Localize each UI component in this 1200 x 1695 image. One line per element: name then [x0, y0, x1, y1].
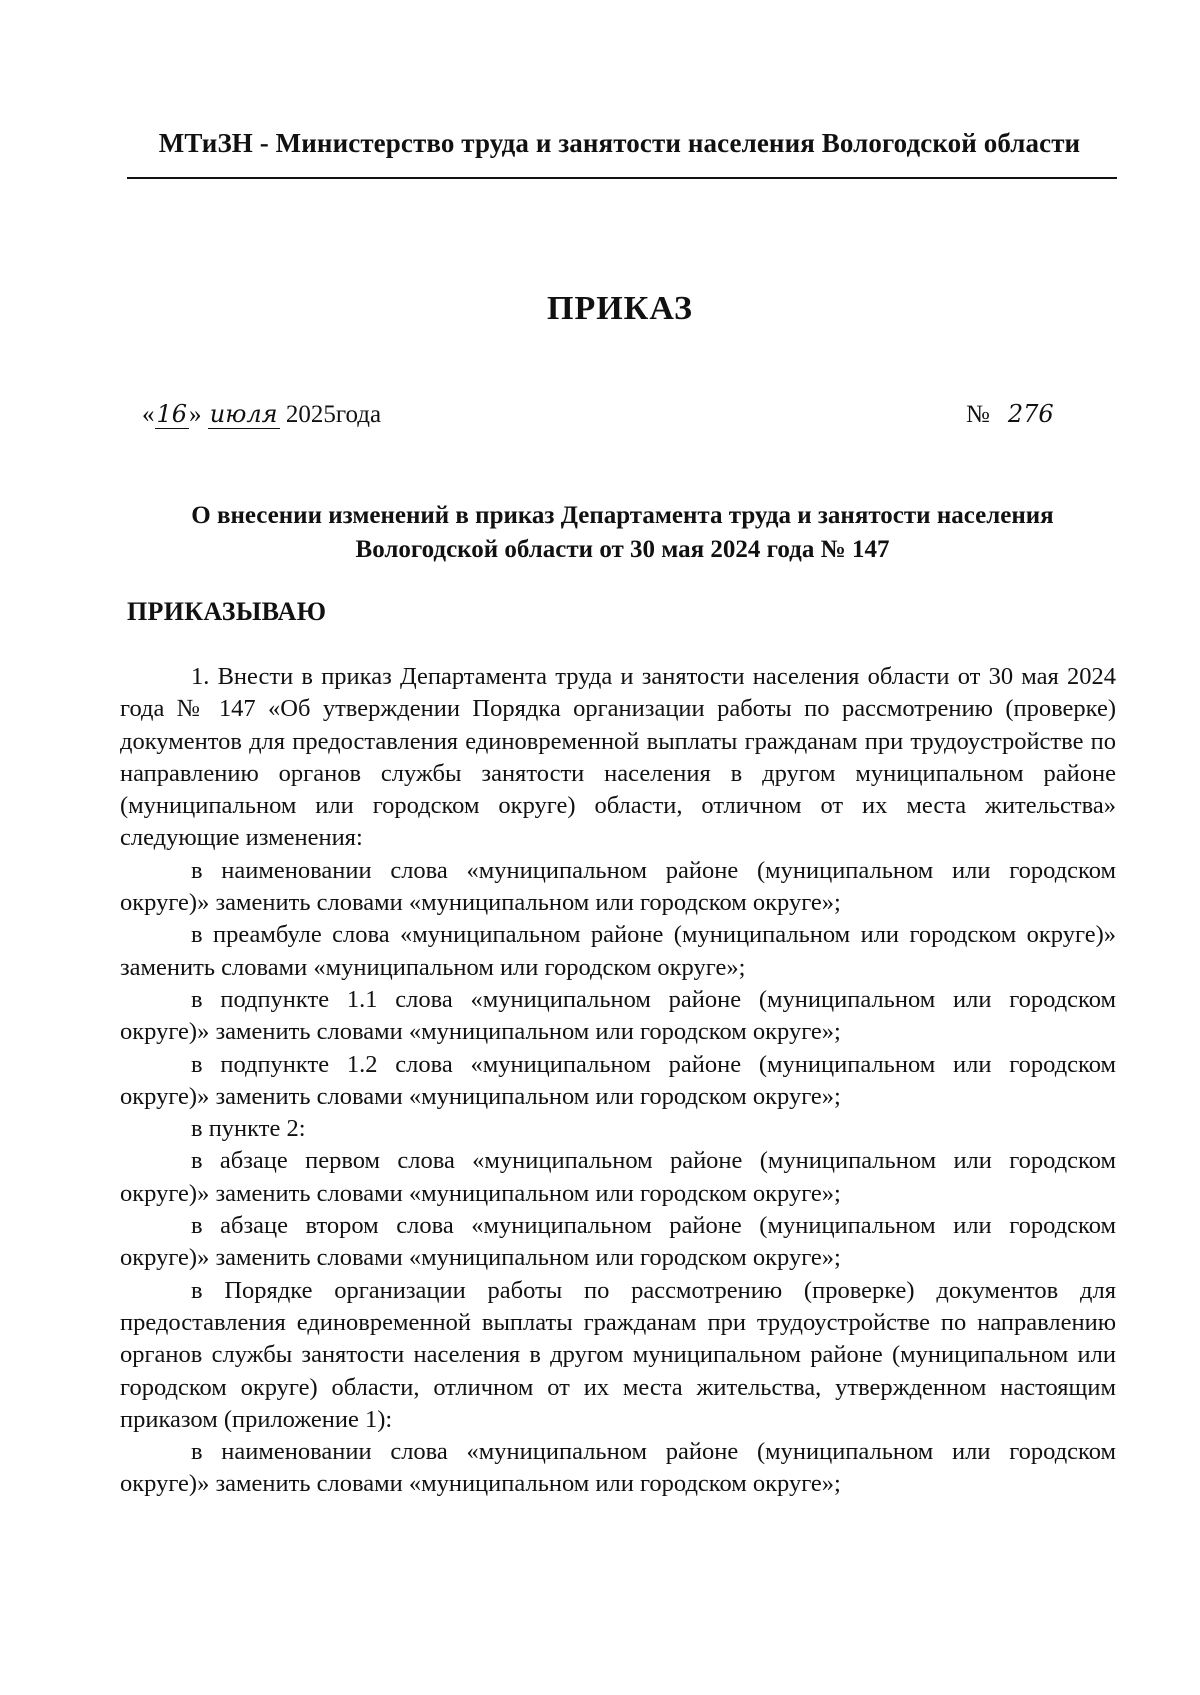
subject-line-1: О внесении изменений в приказ Департамента труда и занятости населения: [191, 502, 1054, 529]
number-label: №: [966, 401, 990, 428]
document-body: [120, 661, 1116, 1501]
paragraph-2: в наименовании слова «муниципальном районе (муниципальном или городском округе)» заменить словами «муниципальном или городском округе»;: [120, 856, 1116, 917]
document-date: [142, 400, 381, 429]
paragraph-3: в преамбуле слова «муниципальном районе (муниципальном или городском округе)» заменить словами «муниципальном или городском округе»;: [120, 921, 1116, 981]
date-close-quote: »: [189, 401, 202, 428]
date-suffix: года: [335, 401, 382, 428]
paragraph-8: в абзаце втором слова «муниципальном районе (муниципальном или городском округе)» заменить словами «муниципальном или городском округе»;: [120, 1212, 1116, 1272]
paragraph-5: в подпункте 1.2 слова «муниципальном районе (муниципальном или городском округе)» заменить словами «муниципальном или городском округе»;: [120, 1050, 1116, 1110]
paragraph-6: в пункте 2:: [191, 1115, 306, 1143]
subject-line-2: Вологодской области от 30 мая 2024 года № 147: [355, 536, 890, 563]
organization-header: МТиЗН - Министерство труда и занятости населения Вологодской области: [158, 128, 1081, 158]
paragraph-7: в абзаце первом слова «муниципальном районе (муниципальном или городском округе)» заменить словами «муниципальном или городском округе»;: [120, 1147, 1116, 1207]
number-value-handwritten: [1004, 400, 1106, 428]
document-subject: [130, 499, 1115, 567]
paragraph-10: в наименовании слова «муниципальном районе (муниципальном или городском округе)» заменить словами «муниципальном или городском округе»;: [120, 1438, 1116, 1498]
paragraph-4: в подпункте 1.1 слова «муниципальном районе (муниципальном или городском округе)» заменить словами «муниципальном или городском округе»;: [120, 985, 1116, 1046]
order-directive: ПРИКАЗЫВАЮ: [127, 597, 327, 626]
document-title: ПРИКАЗ: [547, 290, 693, 327]
number-value-text: 276: [1007, 400, 1054, 428]
paragraph-1: 1. Внести в приказ Департамента труда и занятости населения области от 30 мая 2024 года № 147 «Об утверждении Порядка организации работы по рассмотрению (проверке) документов для предоставления единовременной выплаты гражданам при трудоустройстве по направлению органов службы занятости населения в другом муниципальном районе (муниципальном или городском округе) области, отличном от их места жительства» следующие изменения:: [120, 663, 1116, 852]
date-month-handwritten: июля: [209, 400, 278, 428]
date-day-handwritten: 16: [156, 400, 188, 428]
date-year: 2025: [285, 401, 336, 428]
paragraph-9: в Порядке организации работы по рассмотрению (проверке) документов для предоставления единовременной выплаты гражданам при трудоустройстве по направлению органов службы занятости населения в другом муниципальном районе (муниципальном или городском округе) области, отличном от их места жительства, утвержденном настоящим приказом (приложение 1):: [120, 1276, 1116, 1433]
header-divider: [127, 177, 1117, 179]
document-number: [966, 400, 1106, 429]
date-open-quote: «: [142, 401, 155, 428]
